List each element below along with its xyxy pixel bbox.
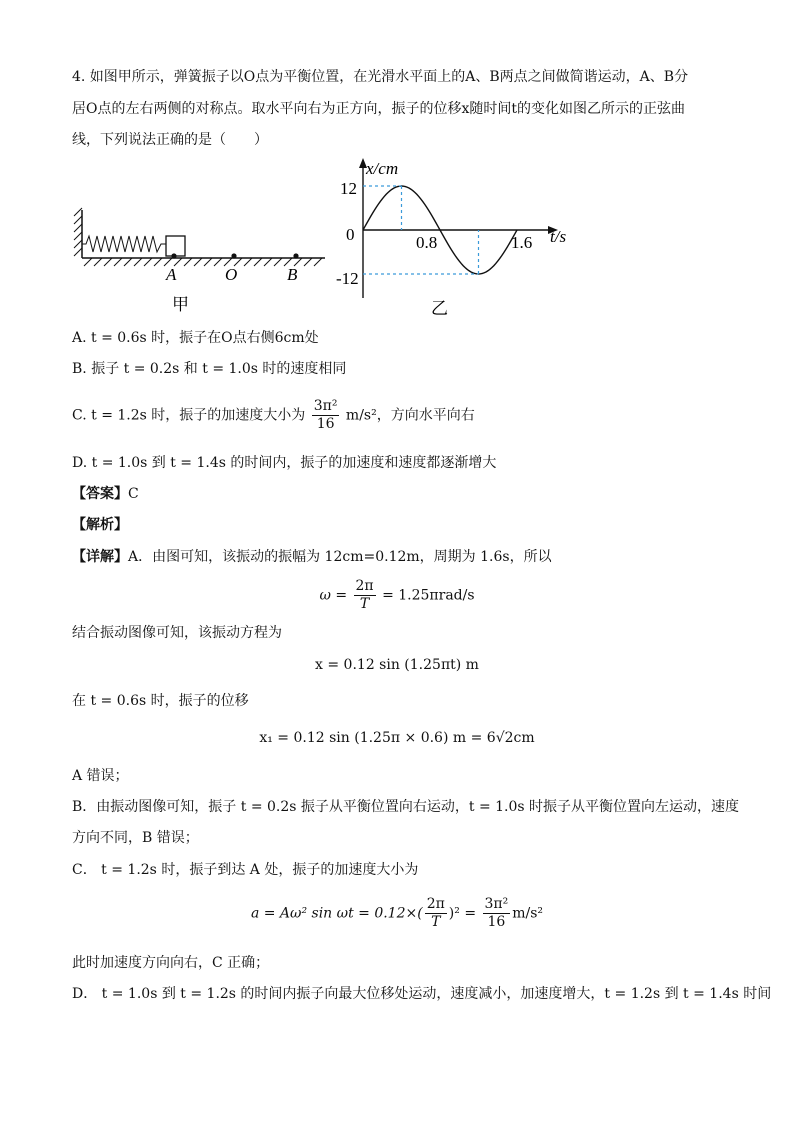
eq-omega-num: 2π [355,578,374,594]
option-c-fraction [312,398,340,433]
option-a: A. t = 0.6s 时，振子在O点右侧6cm处 [72,330,319,346]
equation-x1: x₁ = 0.12 sin (1.25π × 0.6) m = 6√2cm [259,730,535,746]
eq-a-pre: a = Aω² sin ωt = 0.12×( [250,905,423,922]
eq-a-f1-num: 2π [426,896,445,912]
detail-line-7: C． t = 1.2s 时，振子到达 A 处，振子的加速度大小为 [72,862,419,878]
eq-a-f2-den: 16 [487,914,506,930]
caption-yi: 乙 [431,299,448,318]
detail-line-3: 在 t = 0.6s 时，振子的位移 [72,693,249,709]
detail-line-4: A 错误； [72,768,129,784]
option-c-frac-den: 16 [316,416,335,432]
equation-omega [0,578,794,613]
eq-a-f2-num: 3π² [484,896,509,912]
eq-a-post: m/s² [512,905,544,922]
answer-tag: 【答案】 [72,486,128,502]
eq-a-fraction-2 [483,896,511,931]
detail-text-1: A．由图可知，该振动的振幅为 12cm=0.12m，周期为 1.6s，所以 [128,549,552,565]
figure-yi-chart [330,150,590,325]
option-d: D. t = 1.0s 到 t = 1.4s 的时间内，振子的加速度和速度都逐渐增大 [72,455,497,471]
figure-jia [70,200,335,320]
label-a: A [166,265,177,284]
tick-y-neg12: -12 [336,269,359,288]
point-b-dot [293,253,298,258]
eq-omega-den: T [359,596,370,612]
analysis-tag: 【解析】 [72,517,128,533]
origin-label: 0 [346,225,355,244]
eq-a-f1-den: T [431,914,441,930]
eq-omega-pre: ω = [319,587,348,604]
eq-a-mid: )² = [448,905,477,922]
option-c-frac-num: 3π² [313,398,338,414]
tick-x-16: 1.6 [511,233,533,252]
detail-line-6: 方向不同，B 错误； [72,830,199,846]
equation-x: x = 0.12 sin (1.25πt) m [315,657,479,673]
point-a-dot [171,253,176,258]
detail-tag: 【详解】 [72,549,128,565]
answer-line [72,485,139,503]
label-o: O [225,265,238,284]
option-c-prefix: C. t = 1.2s 时，振子的加速度大小为 [72,407,306,424]
question-line-1: 4. 如图甲所示，弹簧振子以O点为平衡位置，在光滑水平面上的A、B两点之间做简谐运动，A、B分 [72,69,689,85]
question-line-3: 线，下列说法正确的是（ ） [72,132,268,148]
tick-x-08: 0.8 [416,233,438,252]
caption-jia: 甲 [172,295,189,314]
eq-a-fraction-1 [425,896,447,931]
detail-line-1 [72,548,552,566]
option-b: B. 振子 t = 0.2s 和 t = 1.0s 时的速度相同 [72,361,347,377]
option-c [72,398,475,433]
detail-line-8: 此时加速度方向向右，C 正确； [72,955,270,971]
answer-value: C [128,486,139,502]
wall-hatch [74,208,82,256]
question-line-2: 居O点的左右两侧的对称点。取水平向右为正方向，振子的位移x随时间t的变化如图乙所示的正弦曲 [72,101,685,117]
point-o-dot [231,253,236,258]
label-b: B [287,265,298,284]
option-c-suffix: m/s²，方向水平向右 [345,407,475,424]
detail-line-2: 结合振动图像可知，该振动方程为 [72,625,282,641]
oscillator-block [166,236,185,256]
equation-a [0,896,794,931]
x-axis-label: t/s [550,227,567,246]
spring [82,236,166,252]
detail-line-9: D． t = 1.0s 到 t = 1.2s 的时间内振子向最大位移处运动，速度减小，加速度增大，t = 1.2s 到 t = 1.4s 时间 [72,986,772,1002]
y-axis-label: x/cm [366,159,399,178]
detail-line-5: B．由振动图像可知，振子 t = 0.2s 振子从平衡位置向右运动，t = 1.0s 时振子从平衡位置向左运动，速度 [72,799,740,815]
tick-y-12: 12 [340,179,357,198]
eq-omega-fraction [354,578,376,613]
eq-omega-post: = 1.25πrad/s [382,587,475,604]
